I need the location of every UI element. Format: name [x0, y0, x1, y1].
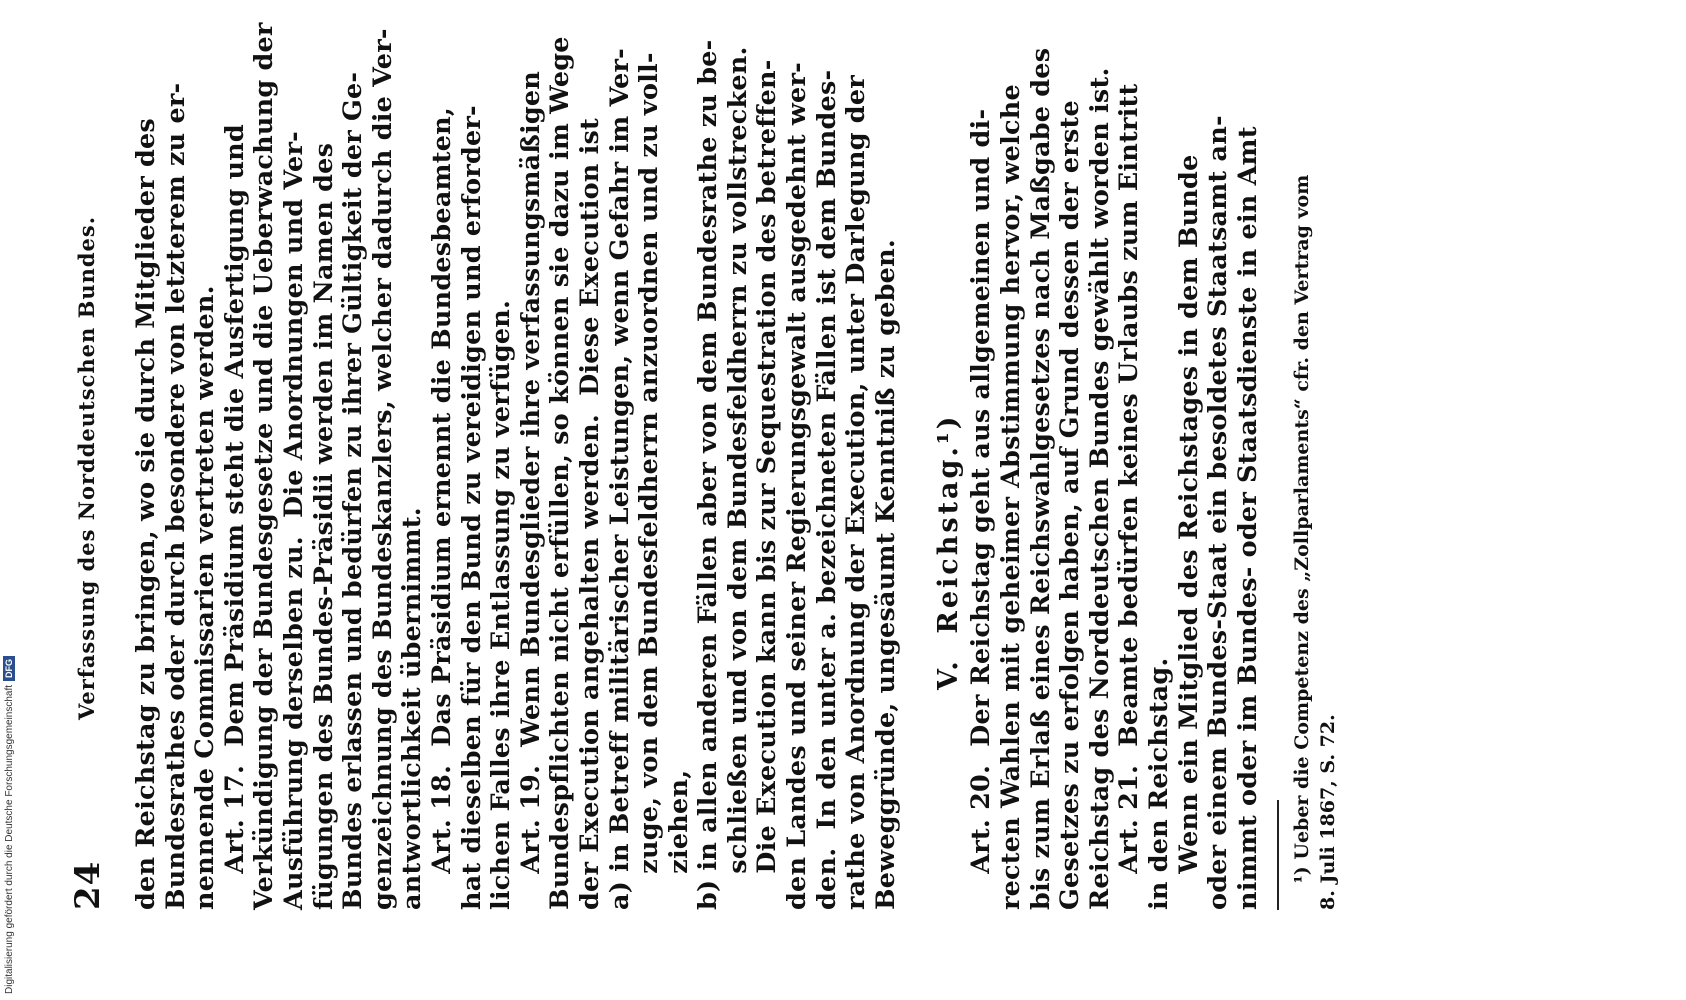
text-line: der Execution angehalten werden. Diese Execution ist [574, 117, 605, 910]
text-line: schließen und von dem Bundesfeldherrn zu vollstrecken. [722, 46, 753, 910]
text-line: ziehen, [663, 769, 694, 910]
text-line: b) in allen anderen Fällen aber von dem Bundesrathe zu be- [693, 39, 724, 910]
text-line: Wenn ein Mitglied des Reichstages in dem Bunde [1173, 154, 1204, 910]
page-number: 24 [68, 860, 108, 910]
text-line: Bundes erlassen und bedürfen zu ihrer Gültigkeit der Ge- [338, 71, 369, 910]
text-line: den Landes und seiner Regierungsgewalt ausgedehnt wer- [782, 62, 813, 910]
text-line: oder einem Bundes-Staat ein besoldetes Staatsamt an- [1203, 115, 1234, 910]
footnote-rule [1277, 800, 1279, 910]
text-line: Bundespflichten nicht erfüllen, so können sie dazu im Wege [545, 36, 576, 910]
section-heading: V. Reichstag.¹) [933, 413, 965, 690]
credit-strip [0, 0, 18, 1000]
text-line: bis zum Erlaß eines Reichswahlgesetzes nach Maßgabe des [1025, 47, 1056, 910]
footnote [1289, 100, 1341, 910]
text-line: hat dieselben für den Bund zu vereidigen und erforder- [456, 105, 487, 910]
text-line: Verkündigung der Bundesgesetze und die Ueberwachung der [249, 22, 280, 910]
text-line: Art. 17. Dem Präsidium steht die Ausfertigung und [219, 124, 250, 910]
text-line: Art. 21. Beamte bedürfen keines Urlaubs zum Eintritt [1114, 83, 1145, 910]
text-line: Beweggründe, ungesäumt Kenntniß zu geben. [870, 239, 901, 910]
text-line: Art. 19. Wenn Bundesglieder ihre verfassungsmäßigen [515, 70, 546, 910]
text-block-2 [966, 47, 1263, 910]
text-line: Die Execution kann bis zur Sequestration des betreffen- [752, 59, 783, 910]
text-line: Art. 18. Das Präsidium ernennt die Bundesbeamten, [426, 107, 457, 910]
footnote-line: 8. Juli 1867, S. 72. [1317, 714, 1340, 910]
credit-text: Digitalisierung gefördert durch die Deutsche Forschungsgemeinschaft [3, 684, 15, 994]
text-line: den. In den unter a. bezeichneten Fällen ist dem Bundes- [811, 69, 842, 910]
text-line: antwortlichkeit übernimmt. [397, 507, 428, 910]
text-line: Ausführung derselben zu. Die Anordnungen und Ver- [278, 131, 309, 910]
text-block-1 [131, 22, 901, 910]
page-body [131, 22, 1341, 910]
text-line: Art. 20. Der Reichstag geht aus allgemeinen und di- [966, 108, 997, 910]
text-line: Reichstag des Norddeutschen Bundes gewählt worden ist. [1084, 67, 1115, 910]
text-line: fügungen des Bundes-Präsidii werden im Namen des [308, 142, 339, 910]
footnote-line: ¹) Ueber die Competenz des „Zollparlaments“ cfr. den Vertrag vom [1291, 174, 1314, 910]
spacer [901, 100, 931, 910]
text-line: a) in Betreff militärischer Leistungen, wenn Gefahr im Ver- [604, 48, 635, 910]
text-line: rathe von Anordnung der Execution, unter Darlegung der [841, 75, 872, 910]
text-line: Gesetzes zu erfolgen haben, auf Grund dessen der erste [1055, 100, 1086, 910]
text-line: lichen Falles ihre Entlassung zu verfügen. [486, 299, 517, 910]
running-title: Verfassung des Norddeutschen Bundes. [74, 215, 99, 720]
text-line: den Reichstag zu bringen, wo sie durch Mitglieder des [131, 118, 161, 910]
text-line: zuge, von dem Bundesfeldherrn anzuordnen und zu voll- [634, 52, 665, 910]
document-page [60, 22, 1440, 920]
text-line: nennende Commissarien vertreten werden. [190, 285, 221, 910]
dfg-logo: DFG [3, 656, 15, 681]
text-line: recten Wahlen mit geheimer Abstimmung hervor, welche [996, 84, 1027, 910]
page-header [60, 85, 120, 920]
text-line: Bundesrathes oder durch besondere von letzterem zu er- [160, 82, 191, 910]
text-line: nimmt oder im Bundes- oder Staatsdienste in ein Amt [1232, 126, 1263, 910]
text-line: in den Reichstag. [1144, 657, 1174, 910]
text-line: genzeichnung des Bundeskanzlers, welcher dadurch die Ver- [367, 28, 398, 910]
